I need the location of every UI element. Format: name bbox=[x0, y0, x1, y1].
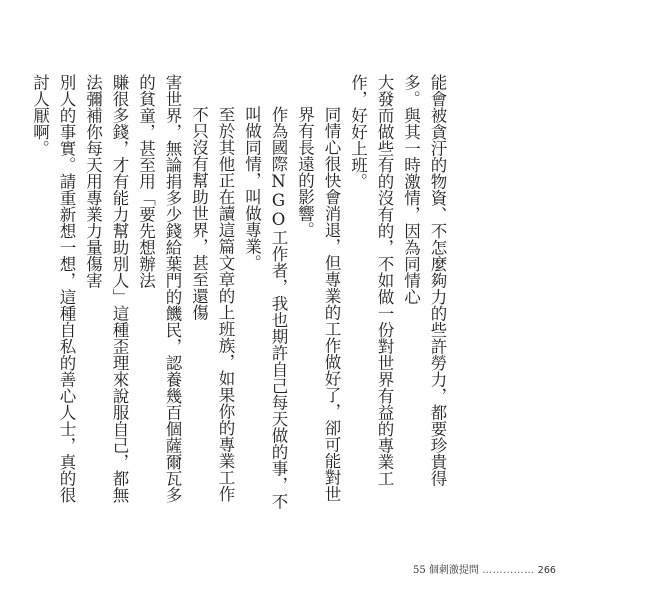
text-line: 賺很多錢，才有能力幫助別人」這種歪理來說服自己，都無法彌補你每天用專業力量傷害 bbox=[83, 74, 129, 503]
body-text bbox=[26, 74, 450, 514]
page-footer bbox=[413, 561, 556, 576]
text-line: 害世界，無論捐多少錢給葉門的饑民，認養幾百個薩爾瓦多的貧童，甚至用「要先想辦法 bbox=[136, 74, 182, 503]
text-line: 至於其他正在讀這篇文章的上班族，如果你的專業工作不只沒有幫助世界，甚至還傷 bbox=[189, 106, 235, 502]
text-line: 作為國際NGO工作者，我也期許自己每天做的事，不叫做同情，叫做專業。 bbox=[242, 106, 288, 510]
text-line: 同情心很快會消退，但專業的工作做好了，卻可能對世界有長遠的影響。 bbox=[295, 106, 341, 502]
running-title: 55 個刺激提問 bbox=[413, 565, 479, 576]
leader-dots: …………… bbox=[482, 565, 535, 576]
page-number: 266 bbox=[537, 565, 556, 576]
text-line: 大發而做些有的沒有的，不如做一份對世界有益的專業工作，好好上班。 bbox=[348, 74, 394, 487]
text-line: 能會被貪汙的物資、不怎麼夠力的些許勞力，都要珍貴得多。與其一時激情，因為同情心 bbox=[401, 74, 447, 487]
text-line: 別人的事實。請重新想一想，這種自私的善心人士，真的很討人厭啊。 bbox=[30, 74, 76, 503]
